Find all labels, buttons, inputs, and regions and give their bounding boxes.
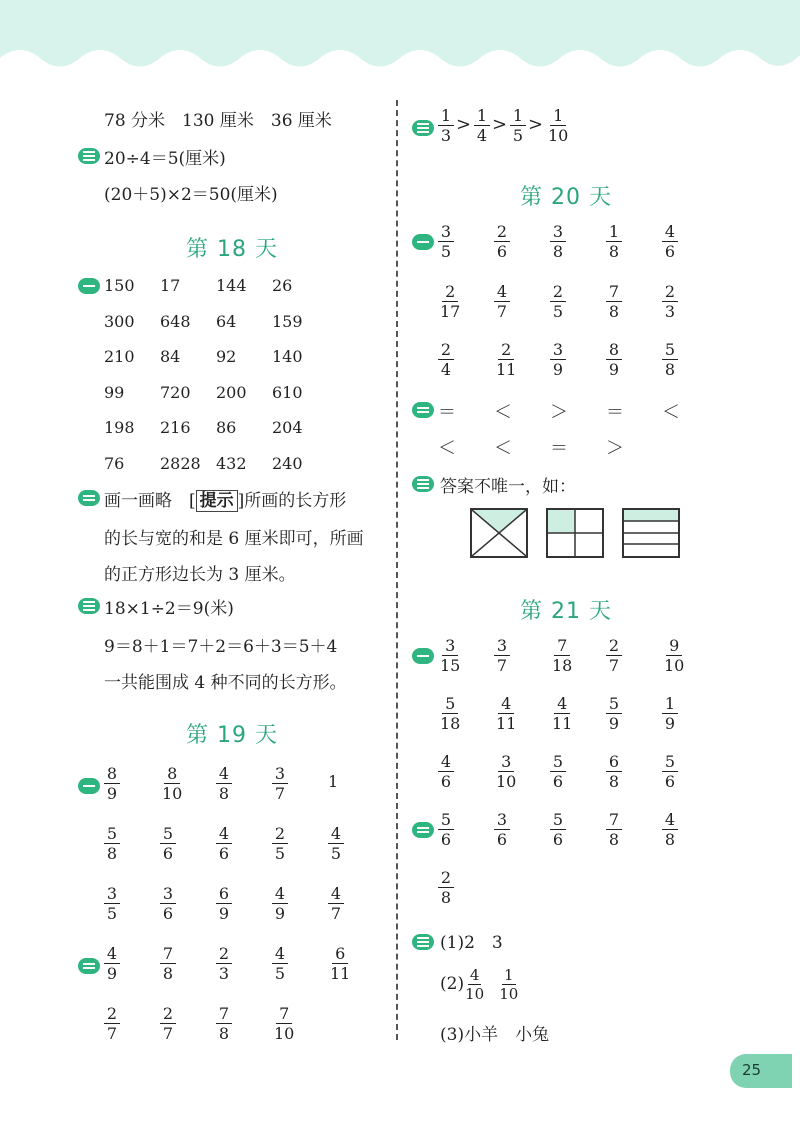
question-2-badge xyxy=(412,402,434,418)
fraction: $\frac{1}{3}$ xyxy=(438,106,454,145)
greater-than-sign: > xyxy=(528,114,544,135)
q2-text: 画一画略 xyxy=(104,491,172,511)
q-line: 20÷4＝5(厘米) xyxy=(104,149,226,169)
answer-number: 610 xyxy=(272,382,303,402)
q2-line3: 的正方形边长为 3 厘米。 xyxy=(104,565,296,585)
header-banner xyxy=(0,0,800,80)
fraction: $\frac{4}{6}$ xyxy=(216,824,232,863)
question-3-badge xyxy=(412,476,434,492)
answer-number: 204 xyxy=(272,418,303,437)
comparison-symbol: ＞ xyxy=(550,402,568,423)
fraction: $\frac{4}{7}$ xyxy=(328,884,344,923)
fraction: $\frac{2}{7}$ xyxy=(160,1004,176,1043)
q3-line2: 9＝8＋1＝7＋2＝6＋3＝5＋4 xyxy=(104,637,338,657)
page-number-tab xyxy=(730,1054,792,1088)
comparison-symbol: ＜ xyxy=(438,438,456,459)
fraction: $\frac{2}{5}$ xyxy=(550,282,566,321)
fraction: $\frac{8}{9}$ xyxy=(606,340,622,379)
fraction: $\frac{3}{8}$ xyxy=(550,222,566,261)
answer-number: 216 xyxy=(160,418,191,437)
q3-part2-prefix: (2) xyxy=(440,974,465,994)
comparison-symbol: ＝ xyxy=(550,438,568,459)
answer-number: 200 xyxy=(216,382,247,402)
fraction: $\frac{4}{11}$ xyxy=(496,694,517,733)
fraction: $\frac{5}{6}$ xyxy=(160,824,176,863)
fraction: $\frac{3}{10}$ xyxy=(496,752,517,791)
answer-number: 210 xyxy=(104,347,135,366)
fraction: $\frac{6}{9}$ xyxy=(216,884,232,923)
answer-number: 159 xyxy=(272,311,303,331)
answer-number: 144 xyxy=(216,276,247,295)
q3-part1: (1)2 3 xyxy=(440,933,503,953)
question-3-badge xyxy=(78,148,100,164)
fraction: $\frac{2}{7}$ xyxy=(606,636,622,675)
fraction: $\frac{2}{11}$ xyxy=(496,340,517,379)
comparison-symbol: ＝ xyxy=(606,402,624,423)
fraction: $\frac{4}{5}$ xyxy=(328,824,344,863)
comparison-symbol: ＜ xyxy=(662,402,680,423)
day18-heading: 第 18 天 xyxy=(186,237,278,262)
fraction: $\frac{7}{8}$ xyxy=(606,810,622,849)
answer-number: 26 xyxy=(272,276,293,295)
question-2-badge xyxy=(78,490,100,506)
fraction: $\frac{5}{6}$ xyxy=(550,810,566,849)
greater-than-sign: > xyxy=(492,114,508,135)
fraction: $\frac{2}{7}$ xyxy=(104,1004,120,1043)
comparison-symbol: ＜ xyxy=(494,402,512,423)
page-number: 25 xyxy=(742,1061,762,1079)
fraction: $\frac{2}{17}$ xyxy=(440,282,461,321)
fraction: $\frac{3}{7}$ xyxy=(494,636,510,675)
day20-heading: 第 20 天 xyxy=(520,185,612,210)
fraction: $\frac{5}{8}$ xyxy=(104,824,120,863)
fraction: $\frac{3}{6}$ xyxy=(160,884,176,923)
answer-number: 150 xyxy=(104,276,135,295)
answer-number: 300 xyxy=(104,311,135,331)
answer-number: 76 xyxy=(104,453,125,473)
fraction: $\frac{4}{9}$ xyxy=(272,884,288,923)
question-1-badge xyxy=(412,648,434,664)
top-answer-line: 78 分米 130 厘米 36 厘米 xyxy=(104,111,332,131)
answer-number: 648 xyxy=(160,311,191,331)
answer-number: 64 xyxy=(216,311,237,331)
q3-line3: 一共能围成 4 种不同的长方形。 xyxy=(104,673,347,693)
fraction: $\frac{2}{6}$ xyxy=(494,222,510,261)
question-3-badge xyxy=(412,934,434,950)
q2-text-b: 所画的长方形 xyxy=(244,491,347,511)
answer-number: 140 xyxy=(272,347,303,366)
fraction: $\frac{1}{5}$ xyxy=(510,106,526,145)
comparison-symbol: ＝ xyxy=(438,402,456,423)
answer-number: 92 xyxy=(216,347,237,366)
square-diagonals-shape xyxy=(470,508,528,558)
fraction: $\frac{1}{9}$ xyxy=(662,694,678,733)
day19-heading: 第 19 天 xyxy=(186,723,278,748)
q3-line1: 18×1÷2＝9(米) xyxy=(104,599,234,619)
fraction: $\frac{7}{8}$ xyxy=(160,944,176,983)
fraction: $\frac{2}{3}$ xyxy=(662,282,678,321)
square-stripes-shape xyxy=(622,508,680,558)
fraction: $\frac{1}{10}$ xyxy=(548,106,569,145)
fraction: $\frac{4}{7}$ xyxy=(494,282,510,321)
q2-line1: 画一画略 [ 提示 ]所画的长方形 xyxy=(104,491,347,511)
q3-part2 xyxy=(440,966,519,1003)
answer-number: 99 xyxy=(104,382,125,402)
fraction: $\frac{7}{10}$ xyxy=(274,1004,295,1043)
fraction: $\frac{4}{8}$ xyxy=(662,810,678,849)
answer-number: 198 xyxy=(104,418,135,437)
question-3-badge xyxy=(78,598,100,614)
fraction: $\frac{3}{5}$ xyxy=(438,222,454,261)
q2-line2: 的长与宽的和是 6 厘米即可，所画 xyxy=(104,529,364,549)
fraction: $\frac{7}{8}$ xyxy=(606,282,622,321)
fraction: $\frac{5}{18}$ xyxy=(440,694,461,733)
fraction: $\frac{5}{6}$ xyxy=(550,752,566,791)
fraction: $\frac{6}{8}$ xyxy=(606,752,622,791)
column-divider xyxy=(396,100,398,1040)
fraction: $\frac{1}{8}$ xyxy=(606,222,622,261)
fraction: $\frac{5}{9}$ xyxy=(606,694,622,733)
fraction: $\frac{4}{11}$ xyxy=(552,694,573,733)
answer-number: 720 xyxy=(160,382,191,402)
fraction: $\frac{1}{10}$ xyxy=(499,966,519,1003)
answer-number: 84 xyxy=(160,347,181,366)
fraction: $\frac{5}{8}$ xyxy=(662,340,678,379)
fraction: $\frac{4}{5}$ xyxy=(272,944,288,983)
answer-number: 432 xyxy=(216,453,247,473)
fraction: $\frac{4}{6}$ xyxy=(662,222,678,261)
fraction: $\frac{2}{5}$ xyxy=(272,824,288,863)
answer-number: 86 xyxy=(216,418,237,437)
comparison-symbol: ＜ xyxy=(494,438,512,459)
greater-than-sign: > xyxy=(456,114,472,135)
fraction: $\frac{8}{9}$ xyxy=(104,764,120,803)
fraction: $\frac{3}{5}$ xyxy=(104,884,120,923)
tip-label: 提示 xyxy=(196,490,238,512)
fraction: $\frac{4}{8}$ xyxy=(216,764,232,803)
fraction: $\frac{7}{8}$ xyxy=(216,1004,232,1043)
fraction: $\frac{6}{11}$ xyxy=(330,944,351,983)
fraction: $\frac{4}{10}$ xyxy=(465,966,485,1003)
fraction: $\frac{3}{9}$ xyxy=(550,340,566,379)
fraction: $\frac{9}{10}$ xyxy=(664,636,685,675)
square-quarters-shape xyxy=(546,508,604,558)
fraction: $\frac{4}{6}$ xyxy=(438,752,454,791)
comparison-symbol: ＞ xyxy=(606,438,624,459)
fraction: $\frac{5}{6}$ xyxy=(438,810,454,849)
answer-number: 17 xyxy=(160,276,181,295)
fraction: $\frac{2}{8}$ xyxy=(438,868,454,907)
fraction: 1 xyxy=(328,772,339,791)
day21-heading: 第 21 天 xyxy=(520,599,612,624)
fraction: $\frac{3}{7}$ xyxy=(272,764,288,803)
answer-number: 2828 xyxy=(160,453,201,473)
fraction: $\frac{8}{10}$ xyxy=(162,764,183,803)
question-3-badge xyxy=(412,120,434,136)
fraction: $\frac{2}{4}$ xyxy=(438,340,454,379)
question-2-badge xyxy=(412,822,434,838)
q3-label: 答案不唯一，如： xyxy=(440,477,576,497)
fraction: $\frac{1}{4}$ xyxy=(474,106,490,145)
fraction: $\frac{7}{18}$ xyxy=(552,636,573,675)
fraction: $\frac{3}{15}$ xyxy=(440,636,461,675)
q3-part3: (3)小羊 小兔 xyxy=(440,1025,550,1045)
q-line: (20＋5)×2＝50(厘米) xyxy=(104,185,278,205)
question-1-badge xyxy=(78,278,100,294)
fraction: $\frac{5}{6}$ xyxy=(662,752,678,791)
question-2-badge xyxy=(78,958,100,974)
question-1-badge xyxy=(78,778,100,794)
question-1-badge xyxy=(412,234,434,250)
answer-number: 240 xyxy=(272,453,303,473)
fraction: $\frac{3}{6}$ xyxy=(494,810,510,849)
fraction: $\frac{4}{9}$ xyxy=(104,944,120,983)
fraction: $\frac{2}{3}$ xyxy=(216,944,232,983)
q3-part2-fractions xyxy=(464,966,519,1003)
